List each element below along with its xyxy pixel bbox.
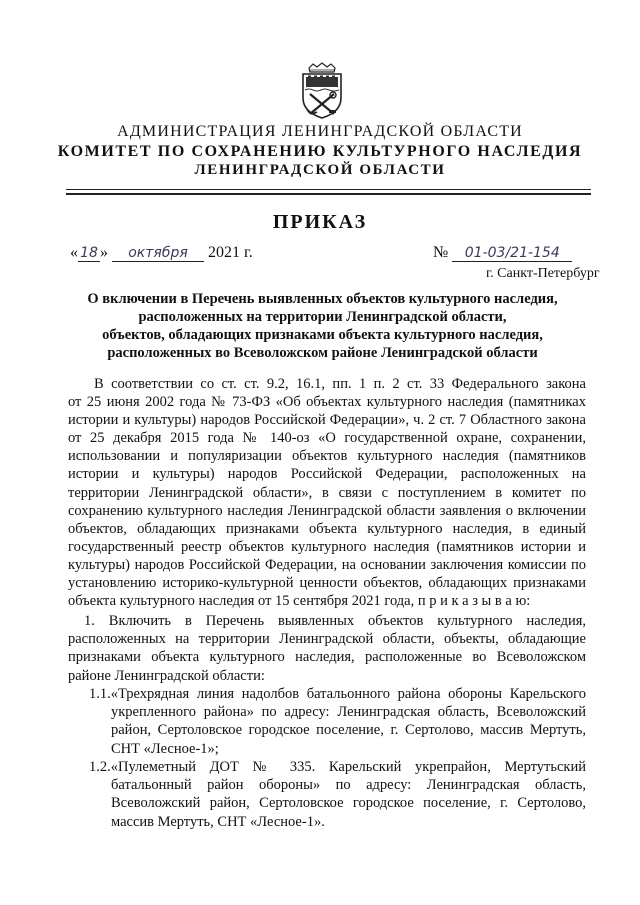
org-name-line2: КОМИТЕТ ПО СОХРАНЕНИЮ КУЛЬТУРНОГО НАСЛЕДИЯ [57,143,583,160]
clause-line: 1.1.«Трехрядная линия надолбов батальонного района обороны Карельского [89,686,586,702]
clause-line: 1.2.«Пулеметный ДОТ № 335. Карельский укрепрайон, Мертутьский [89,759,586,775]
clause-line: батальонный район обороны» по адресу: Ленинградская область, [111,777,586,794]
preamble-line: истории и культуры) народов Российской Федерации», ч. 2 ст. 7 Областного закона [68,412,586,429]
header-divider-thick [66,193,591,195]
clause-line: 1. Включить в Перечень выявленных объектов культурного наследия, [84,613,586,629]
subject-line: расположенных на территории Ленинградской области, [138,309,507,325]
header-divider-thin [66,189,591,190]
coat-of-arms-icon [297,62,347,120]
document-title: ПРИКАЗ [272,211,368,233]
preamble-line: использовании и популяризации объектов культурного наследия (памятников [68,448,586,465]
preamble-paragraph [68,375,586,610]
number-value: 01-03/21-154 [452,245,572,262]
clause-line: районе Ленинградской области: [68,667,265,684]
order-date [70,244,253,262]
clause-line: признаками объекта культурного наследия, расположенные во Всеволожском [68,649,586,666]
preamble-line: сохранению культурного наследия Ленинградской области заявления о включении [68,502,586,519]
subject-line: объектов, обладающих признаками объекта культурного наследия, [102,327,543,343]
org-name-line1: АДМИНИСТРАЦИЯ ЛЕНИНГРАДСКОЙ ОБЛАСТИ [117,123,523,140]
order-number [433,244,572,262]
clause-line: район, Сертоловское городское поселение, г. Сертолово, массив Мертуть, [111,722,586,739]
date-month: октября [112,245,204,262]
date-day: 18 [78,245,100,262]
date-year: 2021 г. [208,244,253,261]
preamble-line: объектов, обладающих признаками объекта культурного наследия, в единый [68,520,586,537]
preamble-line: культуры) народов Российской Федерации, на основании заключения комиссии по [68,556,586,573]
clause-1 [68,612,586,685]
preamble-line: от 25 июня 2002 года № 73-ФЗ «Об объектах культурного наследия (памятниках [68,394,586,411]
clause-line: СНТ «Лесное-1»; [111,740,219,757]
date-open-quote: « [70,244,78,261]
preamble-line: объекта культурного наследия от 15 сентября 2021 года, п р и к а з ы в а ю: [68,593,531,610]
clause-line: массив Мертуть, СНТ «Лесное-1». [111,813,325,830]
preamble-line: установлению историко-культурной ценности объектов, обладающих признаками [68,575,586,592]
clause-line: расположенных на территории Ленинградской области, объекты, обладающие [68,631,586,648]
number-prefix: № [433,244,449,261]
preamble-line: государственный реестр объектов культурного наследия (памятников истории и [68,538,586,555]
subject-line: О включении в Перечень выявленных объектов культурного наследия, [87,291,558,307]
clause-1-1 [89,685,586,758]
clause-line: Всеволожский район, Сертоловское городское поселение, г. Сертолово, [111,795,586,812]
preamble-line: истории и культуры) народов Российской Федерации, расположенных на [68,466,586,483]
subject-line: расположенных во Всеволожском районе Ленинградской области [107,345,538,361]
preamble-line: от 25 декабря 2015 года № 140-оз «О государственной охране, сохранении, [68,430,586,447]
order-subject [60,290,585,362]
org-name-line3: ЛЕНИНГРАДСКОЙ ОБЛАСТИ [194,162,446,178]
city: г. Санкт-Петербург [486,266,600,281]
clause-line: укрепленного района» по адресу: Ленинградская область, Всеволожский [111,704,586,721]
preamble-line: территории Ленинградской области», в связи с поступлением в комитет по [68,484,586,501]
clause-1-2 [89,758,586,831]
date-close-quote: » [100,244,108,261]
preamble-line: В соответствии со ст. ст. 9.2, 16.1, пп. 1 п. 2 ст. 33 Федерального закона [94,376,586,392]
